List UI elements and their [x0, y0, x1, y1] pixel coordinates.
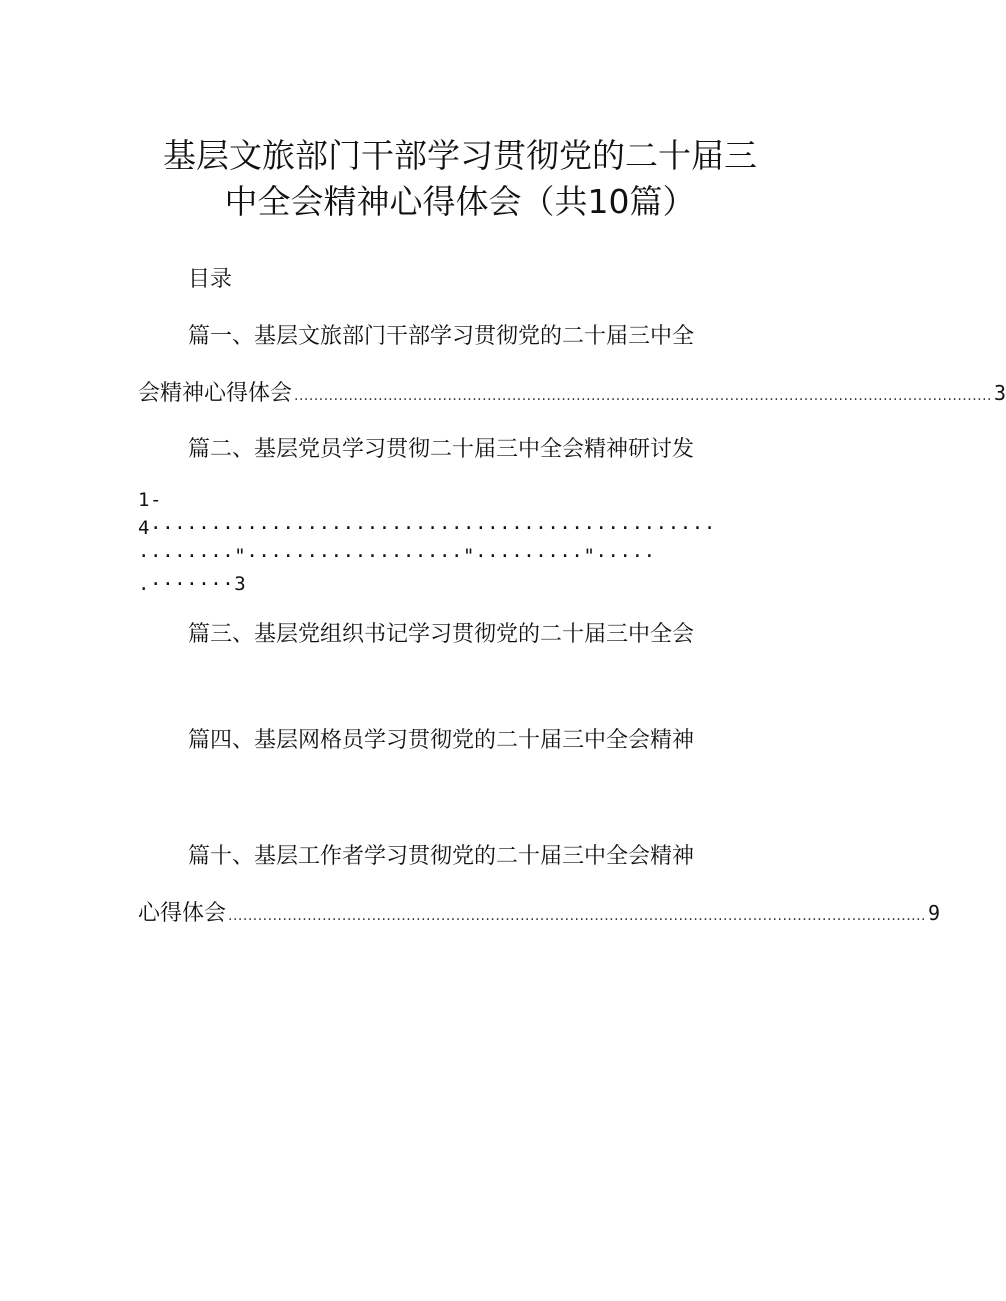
- toc-entry-2-garbled-1: 1-: [138, 489, 163, 511]
- toc-entry-5-leader[interactable]: [138, 898, 941, 928]
- toc-entry-5-page: 9: [928, 901, 941, 925]
- toc-entry-1-title[interactable]: 篇一、基层文旅部门干部学习贯彻党的二十届三中全: [188, 324, 695, 349]
- toc-entry-2-garbled-3: ········"··················"·········"·····: [138, 545, 656, 567]
- toc-heading: 目录: [188, 267, 233, 292]
- document-title-line2: 中全会精神心得体会（共10篇）: [224, 182, 696, 221]
- toc-entry-1-page: 3: [994, 381, 1006, 405]
- toc-entry-5-dots: .............................................................................................................................................: [228, 908, 926, 924]
- toc-entry-5-title[interactable]: 篇十、基层工作者学习贯彻党的二十届三中全会精神: [188, 844, 695, 869]
- toc-entry-4-title[interactable]: 篇四、基层网格员学习贯彻党的二十届三中全会精神: [188, 728, 695, 753]
- toc-entry-3-title[interactable]: 篇三、基层党组织书记学习贯彻党的二十届三中全会: [188, 622, 695, 647]
- toc-entry-5-continuation: 心得体会: [138, 901, 227, 926]
- toc-entry-2-title[interactable]: 篇二、基层党员学习贯彻二十届三中全会精神研讨发: [188, 437, 695, 462]
- toc-entry-1-dots: .............................................................................................................................................: [294, 388, 992, 404]
- toc-entry-2-garbled-2: 4···············································: [138, 517, 716, 539]
- toc-entry-1-leader[interactable]: [138, 378, 1006, 408]
- toc-entry-1-continuation: 会精神心得体会: [138, 381, 293, 406]
- toc-entry-2-garbled-4: .·······3: [138, 573, 247, 595]
- document-title-line1: 基层文旅部门干部学习贯彻党的二十届三: [163, 136, 757, 175]
